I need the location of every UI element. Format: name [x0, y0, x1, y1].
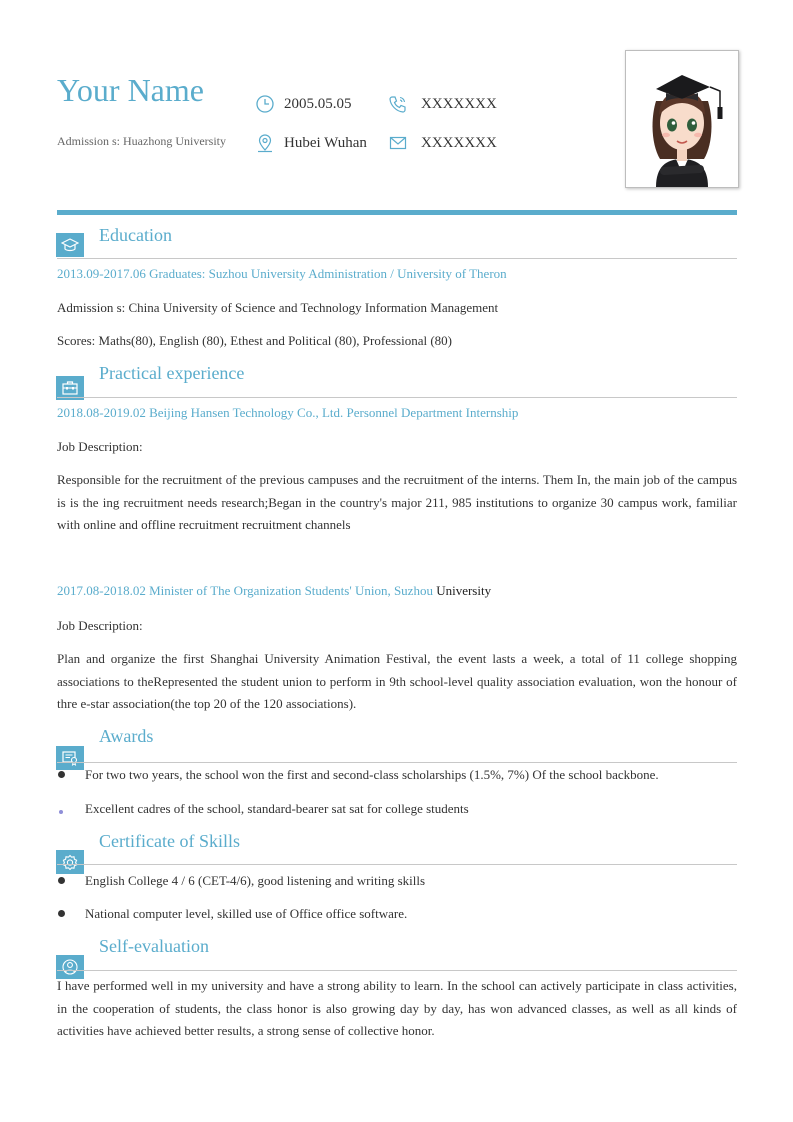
experience-2-label: Job Description:: [57, 618, 143, 633]
experience-1-description: Responsible for the recruitment of the previous campuses and the recruitment of the interns. Them In, the main job of the campus is is the ing recruitment needs research;Began in the country's major 211, 985 institutions to organize 30 campus work, familiar with online and offline recruitment recruitment channels: [57, 472, 737, 532]
phone-number: XXXXXXX: [421, 95, 497, 112]
skills-title: Certificate of Skills: [99, 831, 240, 851]
experience-rule: [57, 397, 737, 398]
education-scores-line: Scores: Maths(80), English (80), Ethest and Political (80), Professional (80): [57, 333, 452, 348]
experience-1-heading-text: 2018.08-2019.02 Beijing Hansen Technology Co., Ltd. Personnel Department Internship: [57, 405, 519, 420]
experience-2-description: Plan and organize the first Shanghai University Animation Festival, the event lasts a week, a total of 11 college shopping associations to theRepresented the student union to perform in 9th school-level quality association evaluation, won the honour of thre e-star association(the top 20 of the 120 associations).: [57, 651, 737, 711]
location-pin-icon: [255, 133, 275, 153]
award-1-bullet: [58, 771, 65, 778]
graduation-cap-icon: [61, 237, 79, 253]
email-address: XXXXXXX: [421, 134, 497, 151]
header-divider: [57, 210, 737, 215]
skill-1-text: English College 4 / 6 (CET-4/6), good listening and writing skills: [85, 873, 426, 888]
experience-2-heading-text: 2017.08-2018.02 Minister of The Organization Students' Union, Suzhou: [57, 583, 437, 598]
awards-section-icon: [56, 746, 84, 770]
award-1-text: For two two years, the school won the first and second-class scholarships (1.5%, 7%) Of the school backbone.: [85, 767, 659, 782]
experience-1-heading: [57, 405, 518, 421]
location-item: [255, 133, 367, 153]
self-evaluation-rule: [57, 970, 737, 971]
skill-2-text: National computer level, skilled use of Office office software.: [85, 906, 408, 921]
experience-2-heading: [57, 583, 491, 599]
envelope-icon: [388, 133, 408, 153]
awards-rule: [57, 762, 737, 763]
phone-item: [388, 94, 497, 114]
self-evaluation-title: Self-evaluation: [99, 936, 209, 956]
profile-photo: [625, 50, 739, 188]
skills-rule: [57, 864, 737, 865]
briefcase-icon: [61, 380, 79, 396]
experience-1-label: Job Description:: [57, 439, 143, 454]
education-admission-line: Admission s: China University of Science and Technology Information Management: [57, 300, 499, 315]
awards-title: Awards: [99, 726, 154, 746]
phone-icon: [388, 94, 408, 114]
admission-subtitle: Admission s: Huazhong University: [57, 134, 226, 148]
education-rule: [57, 258, 737, 259]
avatar-illustration: [626, 51, 738, 187]
experience-title: Practical experience: [99, 363, 245, 383]
certificate-icon: [61, 750, 79, 766]
award-2-text: Excellent cadres of the school, standard-bearer sat sat for college students: [85, 801, 469, 816]
award-2-bullet: [59, 810, 63, 814]
clock-icon: [255, 94, 275, 114]
education-section-icon: [56, 233, 84, 257]
education-entry-heading: 2013.09-2017.06 Graduates: Suzhou University Administration / University of Theron: [57, 266, 507, 281]
skill-1-bullet: [58, 877, 65, 884]
location: Hubei Wuhan: [284, 134, 367, 151]
skill-2-bullet: [58, 910, 65, 917]
person-icon: [61, 959, 79, 975]
education-title: Education: [99, 225, 172, 245]
skills-section-icon: [56, 850, 84, 874]
birth-date-item: [255, 94, 352, 114]
experience-2-heading-tail: University: [436, 583, 492, 598]
birth-date: 2005.05.05: [284, 95, 352, 112]
self-evaluation-text: I have performed well in my university and have a strong ability to learn. In the school can actively participate in class activities, in the cooperation of students, the class honor is also growing day by day, has won advanced classes, as well as all kinds of activities have achieved better results, a strong sense of collective honor.: [57, 978, 737, 1038]
email-item: [388, 133, 497, 153]
candidate-name: Your Name: [57, 72, 204, 108]
gear-icon: [61, 854, 79, 870]
